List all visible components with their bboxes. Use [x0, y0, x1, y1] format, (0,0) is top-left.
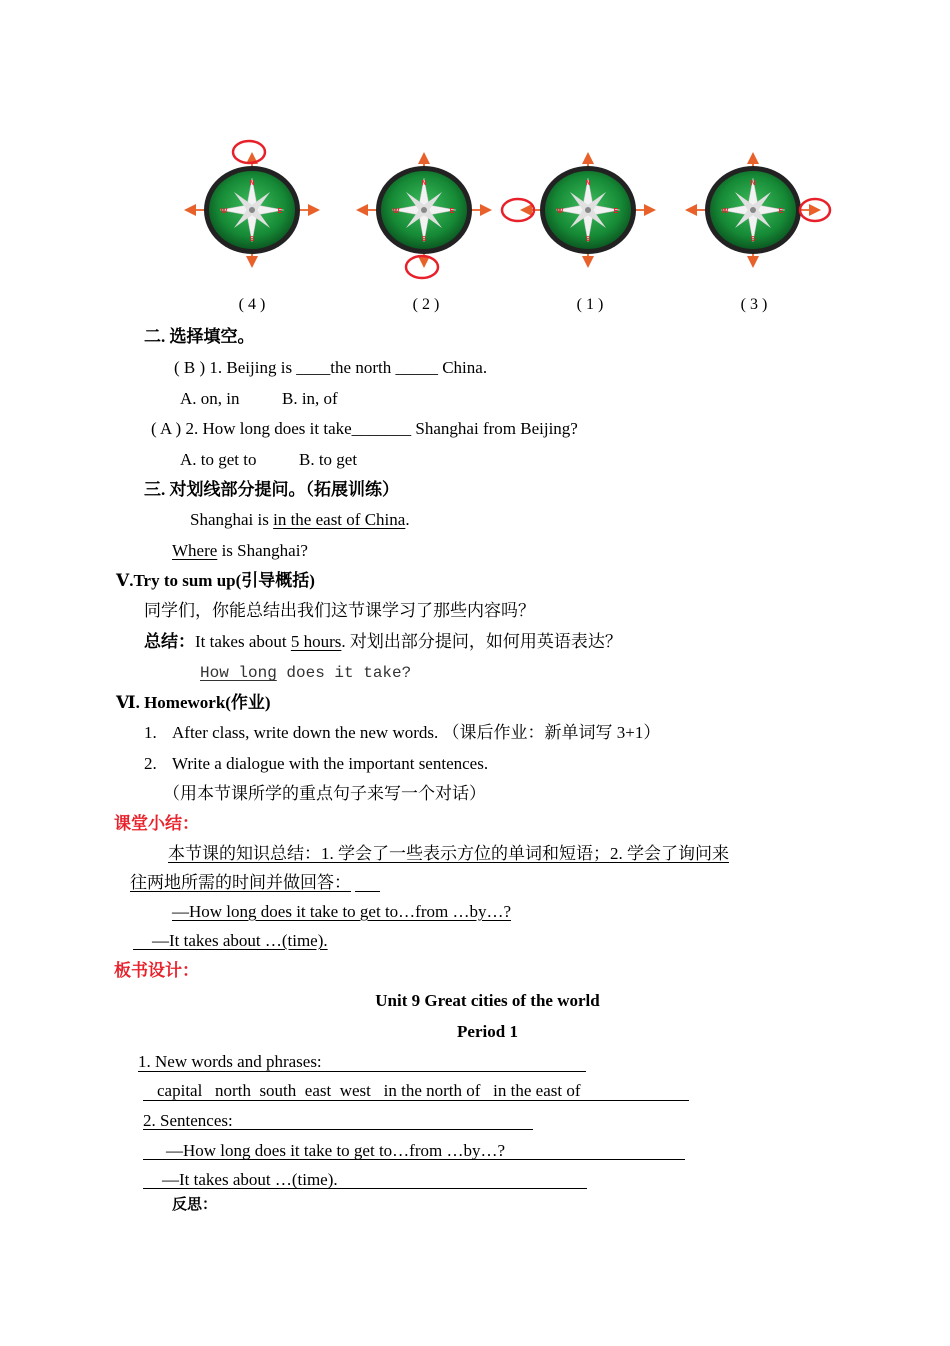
homework-item-2-num: 2. [144, 754, 157, 773]
question-1: ( B ) 1. Beijing is ____the north _____ China. [174, 358, 488, 377]
section6-heading: Ⅵ. Homework(作业) [116, 693, 271, 712]
svg-text:S: S [421, 236, 427, 243]
answer-oval-south [406, 256, 438, 278]
svg-text:E: E [613, 208, 619, 215]
board-reflection: 反思： [172, 1196, 218, 1213]
board-period: Period 1 [457, 1022, 518, 1041]
svg-text:N: N [585, 180, 591, 187]
letter-e: E [277, 208, 283, 215]
compass-label-1: ( 1 ) [576, 296, 604, 313]
section5-summary: 总结：It takes about 5 hours. 对划出部分提问，如何用英语表达？ [144, 632, 622, 651]
homework-item-1-num: 1. [144, 723, 157, 742]
board-sentence-1: —How long does it take to get to…from …by…? [166, 1141, 506, 1160]
svg-text:S: S [585, 236, 591, 243]
class-summary-line3: —How long does it take to get to…from …by…? [172, 902, 512, 921]
question-1-options: A. on, in B. in, of [180, 389, 338, 408]
svg-text:E: E [778, 208, 784, 215]
compass-label-2: ( 2 ) [412, 296, 440, 313]
compass-3 [688, 155, 818, 265]
class-summary-line4: —It takes about …(time). [152, 931, 328, 950]
section3-sentence: Shanghai is in the east of China. [190, 510, 410, 529]
section5-line1: 同学们，你能总结出我们这节课学习了那些内容吗？ [144, 601, 535, 620]
svg-text:S: S [750, 236, 756, 243]
question-2-options: A. to get to B. to get [180, 450, 358, 469]
section3-heading: 三. 对划线部分提问。（拓展训练） [144, 480, 399, 499]
letter-s: S [249, 236, 255, 243]
class-summary-line1: 本节课的知识总结：1. 学会了一些表示方位的单词和短语；2. 学会了询问来 [168, 844, 729, 863]
board-heading: 板书设计： [114, 961, 199, 980]
section5-answer: How long does it take? [200, 664, 412, 682]
section5-heading: Ⅴ.Try to sum up(引导概括) [116, 571, 315, 590]
svg-text:W: W [392, 208, 400, 215]
svg-text:W: W [556, 208, 564, 215]
answer-oval-north [233, 141, 265, 163]
section2-heading: 二. 选择填空。 [144, 327, 255, 346]
compass-4 [187, 155, 317, 265]
section3-answer: Where is Shanghai? [172, 541, 308, 560]
board-title: Unit 9 Great cities of the world [375, 991, 600, 1010]
homework-item-2: Write a dialogue with the important sentences. [172, 754, 489, 773]
compass-diagram [180, 130, 840, 290]
class-summary-heading: 课堂小结： [114, 814, 199, 833]
board-words: capital north south east west in the north of in the east of [157, 1081, 581, 1100]
svg-text:W: W [721, 208, 729, 215]
letter-w: W [220, 208, 228, 215]
compass-2 [359, 155, 489, 265]
svg-text:N: N [750, 180, 756, 187]
svg-text:E: E [449, 208, 455, 215]
question-2: ( A ) 2. How long does it take_______ Shanghai from Beijing? [151, 419, 578, 438]
class-summary-line2: 往两地所需的时间并做回答： [130, 873, 351, 892]
compass-1 [523, 155, 653, 265]
homework-item-2-note: （用本节课所学的重点句子来写一个对话） [163, 784, 486, 803]
homework-item-1: After class, write down the new words. （课后作业：新单词写 3+1） [172, 723, 661, 742]
board-item-1: 1. New words and phrases: [138, 1052, 322, 1071]
board-item-2: 2. Sentences: [143, 1111, 233, 1130]
compass-label-4: ( 4 ) [238, 296, 266, 313]
board-sentence-2: —It takes about …(time). [162, 1170, 338, 1189]
compass-label-3: ( 3 ) [740, 296, 768, 313]
letter-n: N [249, 180, 255, 187]
svg-text:N: N [421, 180, 427, 187]
